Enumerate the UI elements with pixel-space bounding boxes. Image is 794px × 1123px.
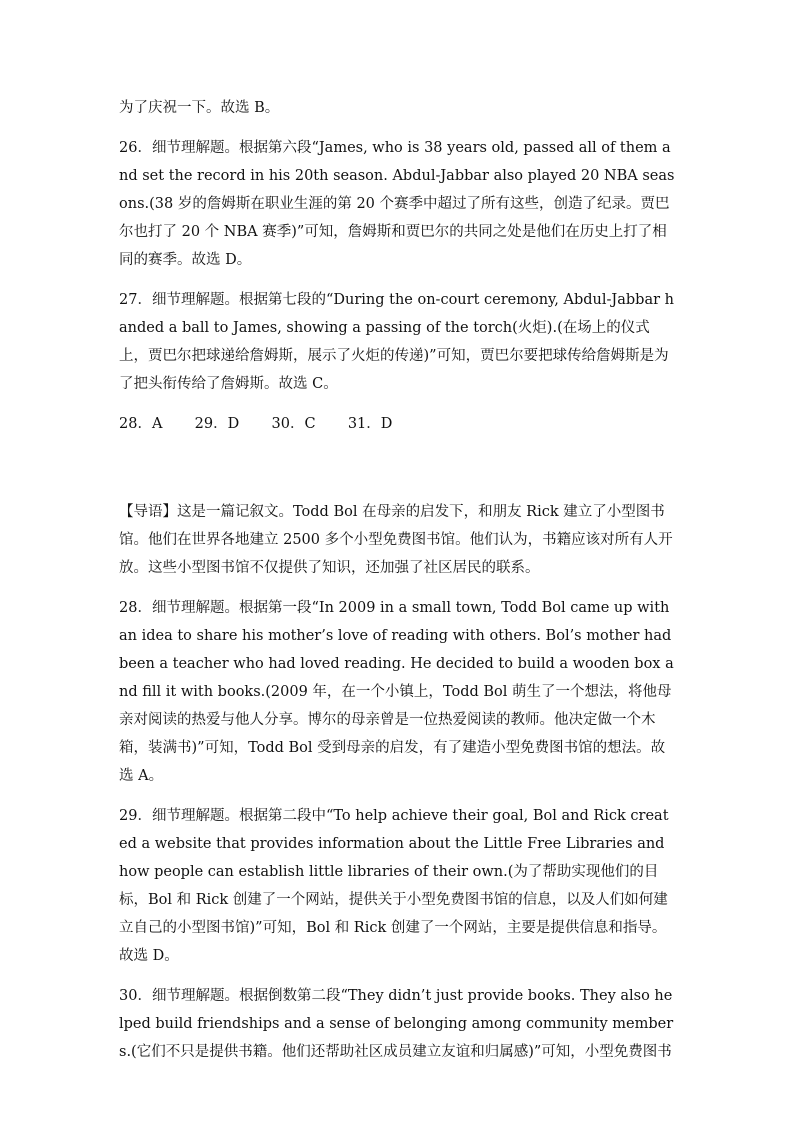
section-spacer xyxy=(119,450,675,498)
paragraph-q28: 28．细节理解题。根据第一段“In 2009 in a small town, Todd Bol came up with an idea to share his mother’s love of reading with others. Bol’s mother had been a teacher who had loved reading. He decided to build a wooden box and fill it with books.(2009 年，在一个小镇上，Todd Bol 萌生了一个想法，将他母亲对阅读的热爱与他人分享。博尔的母亲曾是一位热爱阅读的教师。他决定做一个木箱，装满书)”可知，Todd Bol 受到母亲的启发，有了建造小型免费图书馆的想法。故选 A。 xyxy=(119,600,674,784)
paragraph-q26: 26．细节理解题。根据第六段“James, who is 38 years old, passed all of them and set the record in his 20th season. Abdul-Jabbar also played 20 NBA seasons.(38 岁的詹姆斯在职业生涯的第 20 个赛季中超过了所有这些，创造了纪录。贾巴尔也打了 20 个 NBA 赛季)”可知，詹姆斯和贾巴尔的共同之处是他们在历史上打了相同的赛季。故选 D。 xyxy=(119,140,675,268)
paragraph-continuation: 为了庆祝一下。故选 B。 xyxy=(119,100,280,116)
answer-key-line: 28．A 29．D 30．C 31．D xyxy=(119,416,393,432)
paragraph-q30: 30．细节理解题。根据倒数第二段“They didn’t just provide books. They also helped build friendships and a sense of belonging among community members.(它们不只是提供书籍。他们还帮助社区成员建立友谊和归属感)”可知，小型免费图书 xyxy=(119,988,674,1060)
paragraph-q29: 29．细节理解题。根据第二段中“To help achieve their goal, Bol and Rick created a website that provides information about the Little Free Libraries and how people can establish little libraries of their own.(为了帮助实现他们的目标，Bol 和 Rick 创建了一个网站，提供关于小型免费图书馆的信息，以及人们如何建立自己的小型图书馆)”可知，Bol 和 Rick 创建了一个网站，主要是提供信息和指导。故选 D。 xyxy=(119,808,669,964)
paragraph-q27: 27．细节理解题。根据第七段的“During the on-court ceremony, Abdul-Jabbar handed a ball to James, showing a passing of the torch(火炬).(在场上的仪式上，贾巴尔把球递给詹姆斯，展示了火炬的传递)”可知，贾巴尔要把球传给詹姆斯是为了把头衔传给了詹姆斯。故选 C。 xyxy=(119,292,674,392)
document-body xyxy=(119,94,675,1078)
paragraph-intro: 【导语】这是一篇记叙文。Todd Bol 在母亲的启发下，和朋友 Rick 建立了小型图书馆。他们在世界各地建立 2500 多个小型免费图书馆。他们认为，书籍应该对所有人开放。这些小型图书馆不仅提供了知识，还加强了社区居民的联系。 xyxy=(119,504,673,576)
